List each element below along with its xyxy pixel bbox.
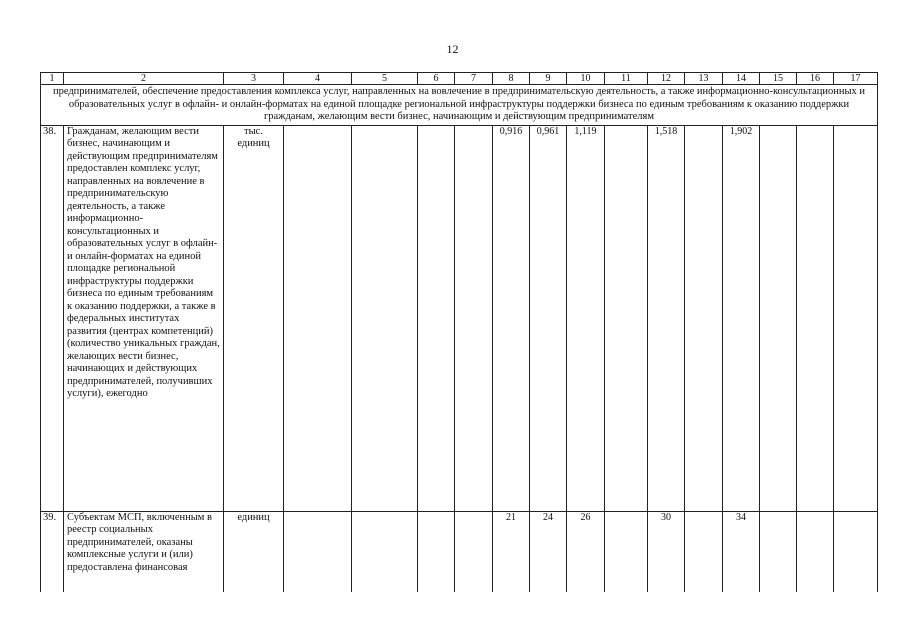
value-cell [685, 125, 723, 511]
value-cell: 1,119 [567, 125, 605, 511]
column-numbers-row [41, 73, 878, 85]
value-cell [418, 125, 455, 511]
value-cell [284, 511, 352, 592]
value-cell [834, 125, 878, 511]
column-number: 5 [352, 73, 418, 85]
value-cell: 1,518 [648, 125, 685, 511]
value-cell [352, 511, 418, 592]
indicator-description: Гражданам, желающим вести бизнес, начинающим и действующим предпринимателям предоставлен комплекс услуг, направленных на вовлечение в предпринимательскую деятельность, а также информационно-консультационных и образовательных услуг в офлайн- и онлайн-форматах на единой площадке региональной инфраструктуры поддержки бизнеса по единым требованиям к оказанию поддержки, а также в федеральных институтах развития (центрах компетенций) (количество уникальных граждан, желающих вести бизнес, начинающих и действующих предпринимателей, получивших услуги), ежегодно [64, 125, 224, 511]
column-number: 2 [64, 73, 224, 85]
value-cell: 0,916 [493, 125, 530, 511]
value-cell [834, 511, 878, 592]
value-cell: 1,902 [723, 125, 760, 511]
value-cell: 30 [648, 511, 685, 592]
value-cell [605, 511, 648, 592]
unit-cell: единиц [224, 511, 284, 592]
row-number: 39. [41, 511, 64, 592]
table-row [41, 511, 878, 592]
column-number: 7 [455, 73, 493, 85]
value-cell [418, 511, 455, 592]
value-cell [685, 511, 723, 592]
value-cell [797, 125, 834, 511]
value-cell: 24 [530, 511, 567, 592]
value-cell [760, 125, 797, 511]
value-cell: 34 [723, 511, 760, 592]
value-cell [455, 125, 493, 511]
unit-cell: тыс. единиц [224, 125, 284, 511]
table-row [41, 125, 878, 511]
indicators-table [40, 72, 878, 592]
column-number: 10 [567, 73, 605, 85]
column-number: 15 [760, 73, 797, 85]
column-number: 9 [530, 73, 567, 85]
column-number: 1 [41, 73, 64, 85]
value-cell [455, 511, 493, 592]
column-number: 16 [797, 73, 834, 85]
value-cell [284, 125, 352, 511]
row-number: 38. [41, 125, 64, 511]
section-header-row [41, 85, 878, 126]
value-cell [605, 125, 648, 511]
column-number: 3 [224, 73, 284, 85]
value-cell: 26 [567, 511, 605, 592]
column-number: 11 [605, 73, 648, 85]
value-cell [797, 511, 834, 592]
value-cell: 21 [493, 511, 530, 592]
column-number: 8 [493, 73, 530, 85]
value-cell: 0,961 [530, 125, 567, 511]
column-number: 12 [648, 73, 685, 85]
value-cell [352, 125, 418, 511]
value-cell [760, 511, 797, 592]
column-number: 14 [723, 73, 760, 85]
column-number: 6 [418, 73, 455, 85]
column-number: 4 [284, 73, 352, 85]
indicator-description: Субъектам МСП, включенным в реестр социальных предпринимателей, оказаны комплексные услуги и (или) предоставлена финансовая [64, 511, 224, 592]
page-number: 12 [446, 42, 459, 56]
column-number: 13 [685, 73, 723, 85]
section-text: предпринимателей, обеспечение предоставления комплекса услуг, направленных на вовлечение в предпринимательскую деятельность, а также информационно-консультационных и образовательных услуг в офлайн- и онлайн-форматах на единой площадке региональной инфраструктуры поддержки бизнеса по единым требованиям к оказанию поддержки гражданам, желающим вести бизнес, начинающим и действующим предпринимателям [41, 85, 878, 126]
column-number: 17 [834, 73, 878, 85]
